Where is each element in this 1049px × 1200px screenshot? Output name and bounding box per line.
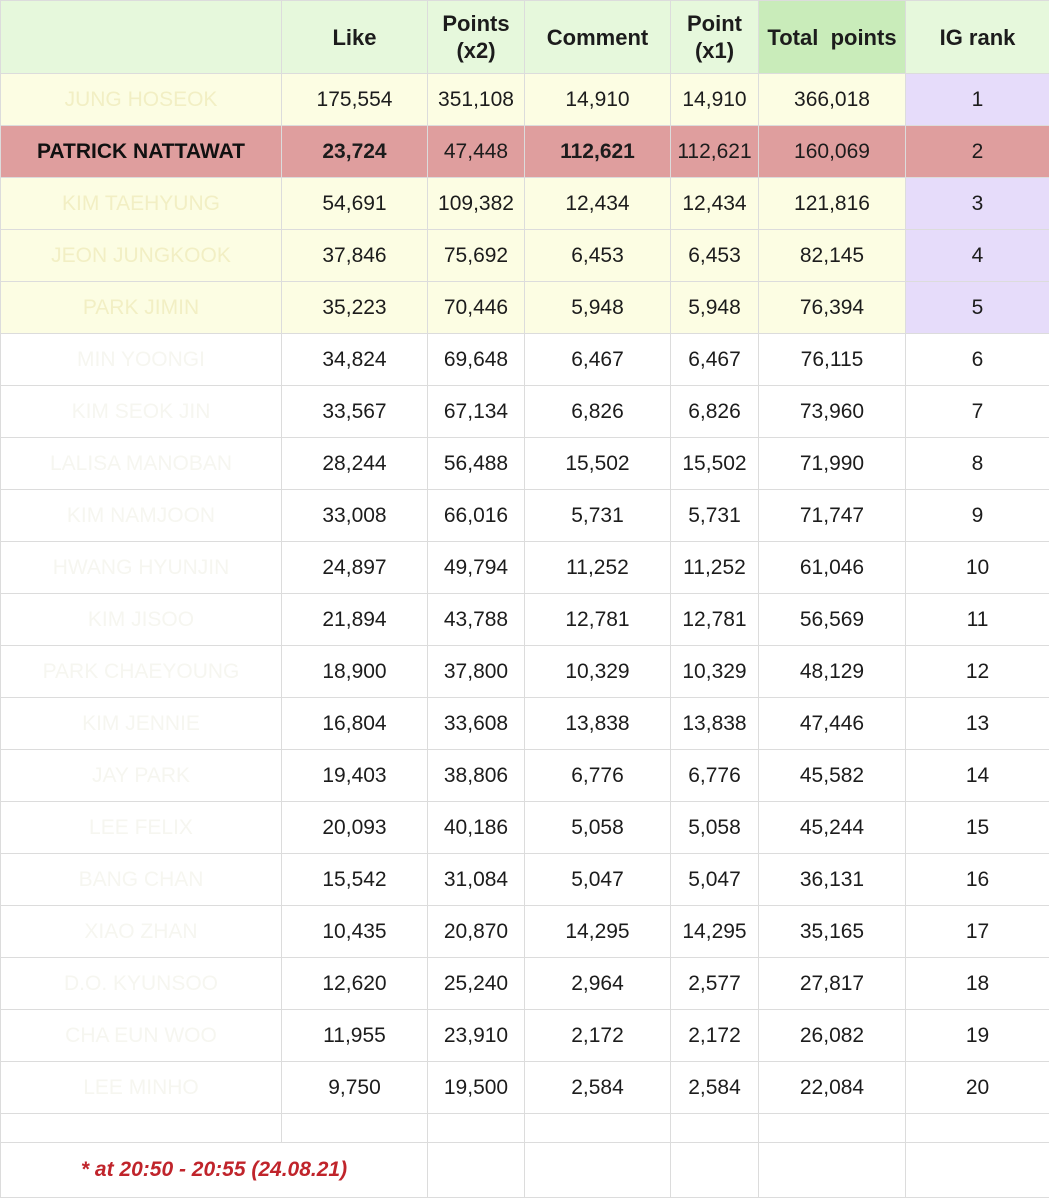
cell-ig-rank: 4: [906, 230, 1049, 282]
cell-total-points: 366,018: [759, 74, 906, 126]
cell-name: HWANG HYUNJIN: [1, 542, 282, 594]
cell-comment: 112,621: [525, 126, 671, 178]
cell-like: 20,093: [282, 802, 428, 854]
cell-ig-rank: 18: [906, 958, 1049, 1010]
cell-like: 23,724: [282, 126, 428, 178]
cell-total-points: 36,131: [759, 854, 906, 906]
cell-points-x2: 37,800: [428, 646, 525, 698]
cell-comment: 5,058: [525, 802, 671, 854]
cell-name: D.O. KYUNSOO: [1, 958, 282, 1010]
table-row: [1, 178, 1049, 230]
cell-total-points: 121,816: [759, 178, 906, 230]
cell-points-x2: 67,134: [428, 386, 525, 438]
cell-ig-rank: 12: [906, 646, 1049, 698]
cell-points-x2: 23,910: [428, 1010, 525, 1062]
cell-point-x1: 112,621: [671, 126, 759, 178]
cell-points-x2: 19,500: [428, 1062, 525, 1114]
blank-row: [1, 1114, 1049, 1143]
cell-point-x1: 5,058: [671, 802, 759, 854]
cell-name: BANG CHAN: [1, 854, 282, 906]
cell-total-points: 71,990: [759, 438, 906, 490]
cell-like: 10,435: [282, 906, 428, 958]
header-points-x2: [428, 1, 525, 74]
cell-total-points: 76,394: [759, 282, 906, 334]
header-points-x2-line2: (x2): [456, 38, 496, 63]
cell-name: PATRICK NATTAWAT: [1, 126, 282, 178]
cell-ig-rank: 14: [906, 750, 1049, 802]
cell-points-x2: 351,108: [428, 74, 525, 126]
cell-comment: 2,584: [525, 1062, 671, 1114]
cell-like: 24,897: [282, 542, 428, 594]
cell-name: MIN YOONGI: [1, 334, 282, 386]
cell-points-x2: 47,448: [428, 126, 525, 178]
footnote-row: [1, 1143, 1049, 1198]
cell-total-points: 45,582: [759, 750, 906, 802]
cell-point-x1: 11,252: [671, 542, 759, 594]
table-body: [1, 74, 1049, 1114]
cell-comment: 5,948: [525, 282, 671, 334]
cell-like: 54,691: [282, 178, 428, 230]
table-row: [1, 542, 1049, 594]
table-row: [1, 958, 1049, 1010]
cell-point-x1: 5,948: [671, 282, 759, 334]
table-row: [1, 74, 1049, 126]
table-row: [1, 386, 1049, 438]
table-row: [1, 802, 1049, 854]
cell-comment: 5,731: [525, 490, 671, 542]
cell-name: JEON JUNGKOOK: [1, 230, 282, 282]
cell-like: 33,567: [282, 386, 428, 438]
table-row: [1, 750, 1049, 802]
cell-name: CHA EUN WOO: [1, 1010, 282, 1062]
cell-comment: 6,776: [525, 750, 671, 802]
table-row: [1, 126, 1049, 178]
cell-name: JAY PARK: [1, 750, 282, 802]
cell-comment: 6,826: [525, 386, 671, 438]
cell-like: 18,900: [282, 646, 428, 698]
cell-total-points: 22,084: [759, 1062, 906, 1114]
cell-comment: 10,329: [525, 646, 671, 698]
cell-point-x1: 6,453: [671, 230, 759, 282]
cell-name: KIM JENNIE: [1, 698, 282, 750]
cell-total-points: 45,244: [759, 802, 906, 854]
cell-ig-rank: 6: [906, 334, 1049, 386]
cell-points-x2: 70,446: [428, 282, 525, 334]
cell-ig-rank: 2: [906, 126, 1049, 178]
cell-points-x2: 31,084: [428, 854, 525, 906]
cell-point-x1: 10,329: [671, 646, 759, 698]
table-row: [1, 1010, 1049, 1062]
cell-total-points: 61,046: [759, 542, 906, 594]
cell-point-x1: 5,047: [671, 854, 759, 906]
cell-point-x1: 6,776: [671, 750, 759, 802]
cell-points-x2: 25,240: [428, 958, 525, 1010]
cell-name: LEE FELIX: [1, 802, 282, 854]
cell-like: 175,554: [282, 74, 428, 126]
cell-ig-rank: 5: [906, 282, 1049, 334]
cell-comment: 15,502: [525, 438, 671, 490]
header-ig-rank: IG rank: [906, 1, 1049, 74]
cell-comment: 12,434: [525, 178, 671, 230]
table-row: [1, 646, 1049, 698]
cell-point-x1: 14,295: [671, 906, 759, 958]
cell-points-x2: 33,608: [428, 698, 525, 750]
cell-point-x1: 15,502: [671, 438, 759, 490]
cell-like: 37,846: [282, 230, 428, 282]
cell-name: KIM TAEHYUNG: [1, 178, 282, 230]
table-row: [1, 594, 1049, 646]
cell-ig-rank: 19: [906, 1010, 1049, 1062]
header-like: Like: [282, 1, 428, 74]
header-points-x2-line1: Points: [442, 11, 510, 36]
footnote: * at 20:50 - 20:55 (24.08.21): [1, 1143, 428, 1198]
header-point-x1-line1: Point: [687, 11, 742, 36]
cell-name: PARK CHAEYOUNG: [1, 646, 282, 698]
table-row: [1, 438, 1049, 490]
header-row: [1, 1, 1049, 74]
cell-like: 19,403: [282, 750, 428, 802]
cell-points-x2: 69,648: [428, 334, 525, 386]
cell-ig-rank: 16: [906, 854, 1049, 906]
cell-total-points: 76,115: [759, 334, 906, 386]
cell-points-x2: 38,806: [428, 750, 525, 802]
cell-comment: 12,781: [525, 594, 671, 646]
table-row: [1, 490, 1049, 542]
cell-point-x1: 12,781: [671, 594, 759, 646]
cell-comment: 2,172: [525, 1010, 671, 1062]
cell-point-x1: 5,731: [671, 490, 759, 542]
cell-ig-rank: 20: [906, 1062, 1049, 1114]
cell-like: 33,008: [282, 490, 428, 542]
cell-point-x1: 6,467: [671, 334, 759, 386]
cell-like: 21,894: [282, 594, 428, 646]
cell-name: LALISA MANOBAN: [1, 438, 282, 490]
cell-ig-rank: 11: [906, 594, 1049, 646]
cell-total-points: 56,569: [759, 594, 906, 646]
cell-ig-rank: 3: [906, 178, 1049, 230]
cell-total-points: 71,747: [759, 490, 906, 542]
cell-like: 12,620: [282, 958, 428, 1010]
table-row: [1, 906, 1049, 958]
table-row: [1, 334, 1049, 386]
cell-point-x1: 12,434: [671, 178, 759, 230]
cell-name: PARK JIMIN: [1, 282, 282, 334]
header-total-points: Total points: [759, 1, 906, 74]
cell-like: 28,244: [282, 438, 428, 490]
cell-name: JUNG HOSEOK: [1, 74, 282, 126]
cell-like: 11,955: [282, 1010, 428, 1062]
cell-point-x1: 2,577: [671, 958, 759, 1010]
cell-comment: 13,838: [525, 698, 671, 750]
cell-name: KIM SEOK JIN: [1, 386, 282, 438]
cell-ig-rank: 13: [906, 698, 1049, 750]
cell-like: 34,824: [282, 334, 428, 386]
cell-total-points: 47,446: [759, 698, 906, 750]
table-row: [1, 230, 1049, 282]
cell-point-x1: 2,172: [671, 1010, 759, 1062]
cell-ig-rank: 17: [906, 906, 1049, 958]
cell-total-points: 73,960: [759, 386, 906, 438]
header-point-x1: [671, 1, 759, 74]
table-row: [1, 698, 1049, 750]
cell-comment: 14,295: [525, 906, 671, 958]
cell-ig-rank: 10: [906, 542, 1049, 594]
table-row: [1, 282, 1049, 334]
cell-ig-rank: 15: [906, 802, 1049, 854]
cell-points-x2: 43,788: [428, 594, 525, 646]
cell-like: 15,542: [282, 854, 428, 906]
cell-comment: 6,467: [525, 334, 671, 386]
cell-points-x2: 109,382: [428, 178, 525, 230]
header-point-x1-line2: (x1): [694, 38, 735, 63]
cell-comment: 5,047: [525, 854, 671, 906]
cell-name: XIAO ZHAN: [1, 906, 282, 958]
table-row: [1, 854, 1049, 906]
table-row: [1, 1062, 1049, 1114]
cell-ig-rank: 9: [906, 490, 1049, 542]
cell-comment: 11,252: [525, 542, 671, 594]
cell-total-points: 26,082: [759, 1010, 906, 1062]
cell-ig-rank: 8: [906, 438, 1049, 490]
cell-name: LEE MINHO: [1, 1062, 282, 1114]
header-comment: Comment: [525, 1, 671, 74]
cell-like: 9,750: [282, 1062, 428, 1114]
cell-points-x2: 56,488: [428, 438, 525, 490]
cell-points-x2: 20,870: [428, 906, 525, 958]
cell-name: KIM JISOO: [1, 594, 282, 646]
cell-ig-rank: 1: [906, 74, 1049, 126]
cell-comment: 6,453: [525, 230, 671, 282]
cell-points-x2: 49,794: [428, 542, 525, 594]
cell-total-points: 82,145: [759, 230, 906, 282]
cell-like: 16,804: [282, 698, 428, 750]
cell-total-points: 48,129: [759, 646, 906, 698]
header-name: [1, 1, 282, 74]
cell-total-points: 35,165: [759, 906, 906, 958]
cell-name: KIM NAMJOON: [1, 490, 282, 542]
cell-total-points: 160,069: [759, 126, 906, 178]
cell-points-x2: 66,016: [428, 490, 525, 542]
cell-points-x2: 40,186: [428, 802, 525, 854]
cell-points-x2: 75,692: [428, 230, 525, 282]
cell-ig-rank: 7: [906, 386, 1049, 438]
cell-comment: 14,910: [525, 74, 671, 126]
cell-point-x1: 13,838: [671, 698, 759, 750]
cell-point-x1: 2,584: [671, 1062, 759, 1114]
cell-like: 35,223: [282, 282, 428, 334]
cell-comment: 2,964: [525, 958, 671, 1010]
cell-point-x1: 14,910: [671, 74, 759, 126]
cell-total-points: 27,817: [759, 958, 906, 1010]
cell-point-x1: 6,826: [671, 386, 759, 438]
